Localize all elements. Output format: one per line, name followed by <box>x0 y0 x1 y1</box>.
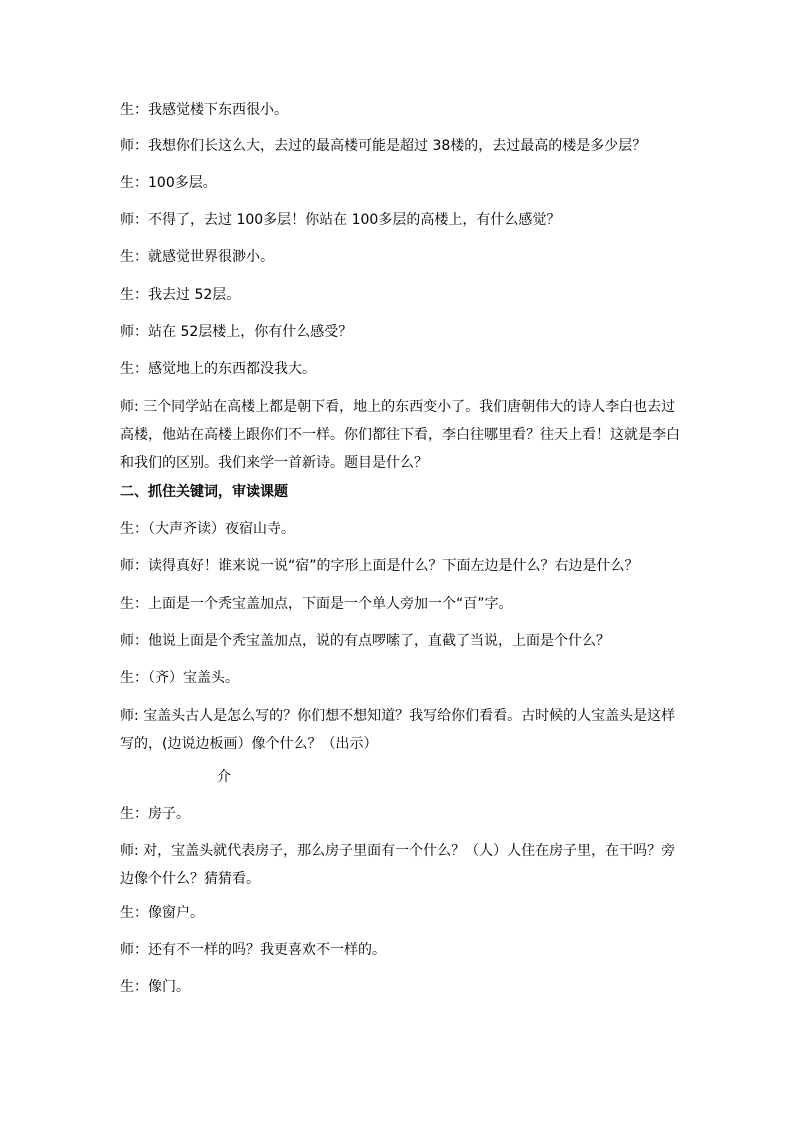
paragraph-dialogue: 师：读得真好！谁来说一说“宿”的字形上面是什么？下面左边是什么？右边是什么？ <box>120 558 639 574</box>
paragraph-dialogue: 师: 三个同学站在高楼上都是朝下看，地上的东西变小了。我们唐朝伟大的诗人李白也去过高楼，他站在高楼上跟你们不一样。你们都往下看，李白往哪里看？往天上看！这就是李白和我们的区别。我们来学一首新诗。题目是什么？ <box>120 399 680 471</box>
ancient-character-illustration: 介 <box>217 769 231 785</box>
paragraph-dialogue: 生：感觉地上的东西都没我大。 <box>120 361 316 377</box>
paragraph-dialogue: 师：还有不一样的吗？我更喜欢不一样的。 <box>120 942 386 958</box>
paragraph-dialogue: 生：房子。 <box>120 806 190 822</box>
paragraph-dialogue: 师: 宝盖头古人是怎么写的？你们想不想知道？我写给你们看看。古时候的人宝盖头是这样写的，(边说边板画）像个什么？（出示） <box>120 708 676 752</box>
paragraph-dialogue: 生：（齐）宝盖头。 <box>120 670 239 686</box>
paragraph-dialogue: 生：上面是一个秃宝盖加点，下面是一个单人旁加一个“百”字。 <box>120 596 513 612</box>
section-heading: 二、抓住关键词，审读课题 <box>120 484 288 500</box>
paragraph-dialogue: 师：站在 52层楼上，你有什么感受？ <box>120 324 353 340</box>
paragraph-dialogue: 生：像窗户。 <box>120 905 204 921</box>
paragraph-dialogue: 师: 对，宝盖头就代表房子，那么房子里面有一个什么？（人）人住在房子里，在干吗？旁边像个什么？猜猜看。 <box>120 843 676 887</box>
paragraph-dialogue: 师：我想你们长这么大，去过的最高楼可能是超过 38楼的，去过最高的楼是多少层？ <box>120 138 647 154</box>
paragraph-dialogue: 生：我感觉楼下东西很小。 <box>120 102 288 118</box>
paragraph-dialogue: 生：（大声齐读）夜宿山寺。 <box>120 521 295 537</box>
paragraph-dialogue: 生：100多层。 <box>120 175 217 191</box>
paragraph-dialogue: 生：像门。 <box>120 979 190 995</box>
paragraph-dialogue: 生：就感觉世界很渺小。 <box>120 249 274 265</box>
paragraph-dialogue: 师：不得了，去过 100多层！你站在 100多层的高楼上，有什么感觉？ <box>120 212 561 228</box>
paragraph-dialogue: 师：他说上面是个秃宝盖加点，说的有点啰嗦了，直截了当说，上面是个什么？ <box>120 633 610 649</box>
paragraph-dialogue: 生：我去过 52层。 <box>120 287 241 303</box>
